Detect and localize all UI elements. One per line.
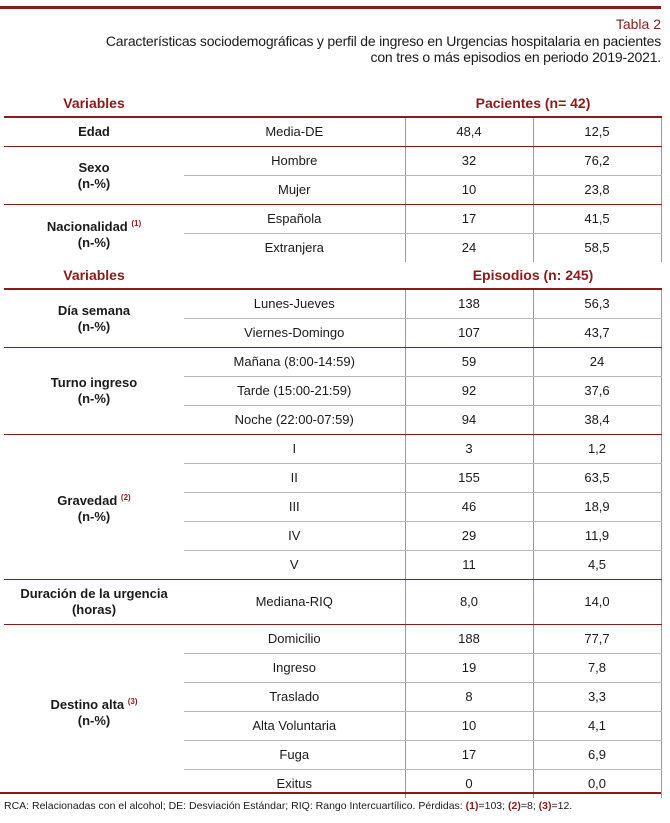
category-cell: Noche (22:00-07:59) bbox=[184, 406, 405, 435]
category-cell: Alta Voluntaria bbox=[184, 712, 405, 741]
value-cell: 17 bbox=[405, 741, 533, 770]
value-cell: 32 bbox=[405, 147, 533, 176]
value-cell: 12,5 bbox=[533, 117, 661, 147]
header-row-patients bbox=[4, 90, 661, 117]
value-cell: 4,5 bbox=[533, 551, 661, 580]
value-cell: 0 bbox=[405, 770, 533, 799]
value-cell: 8 bbox=[405, 683, 533, 712]
category-cell: Domicilio bbox=[184, 625, 405, 654]
category-cell: II bbox=[184, 464, 405, 493]
value-cell: 19 bbox=[405, 654, 533, 683]
value-cell: 46 bbox=[405, 493, 533, 522]
footnote-value-3: =12. bbox=[551, 800, 573, 812]
value-cell: 4,1 bbox=[533, 712, 661, 741]
value-cell: 24 bbox=[533, 348, 661, 377]
value-cell: 58,5 bbox=[533, 234, 661, 263]
table-row bbox=[4, 205, 661, 234]
value-cell: 10 bbox=[405, 176, 533, 205]
category-cell: I bbox=[184, 435, 405, 464]
value-cell: 94 bbox=[405, 406, 533, 435]
table-number: Tabla 2 bbox=[615, 16, 661, 32]
header-episodes-title: Episodios (n: 245) bbox=[405, 262, 661, 289]
footnote-value-2: =8; bbox=[520, 800, 539, 812]
var-label-turno: Turno ingreso (n-%) bbox=[4, 348, 184, 435]
header-patients-title: Pacientes (n= 42) bbox=[405, 90, 661, 117]
table-caption bbox=[21, 33, 661, 65]
value-cell: 24 bbox=[405, 234, 533, 263]
table-row bbox=[4, 117, 661, 147]
table-row bbox=[4, 147, 661, 176]
value-cell: 37,6 bbox=[533, 377, 661, 406]
value-cell: 11,9 bbox=[533, 522, 661, 551]
value-cell: 138 bbox=[405, 289, 533, 319]
value-cell: 41,5 bbox=[533, 205, 661, 234]
category-cell: V bbox=[184, 551, 405, 580]
category-cell: Española bbox=[184, 205, 405, 234]
value-cell: 43,7 bbox=[533, 319, 661, 348]
category-cell: III bbox=[184, 493, 405, 522]
value-cell: 188 bbox=[405, 625, 533, 654]
category-cell: Mañana (8:00-14:59) bbox=[184, 348, 405, 377]
value-cell: 92 bbox=[405, 377, 533, 406]
category-cell: Tarde (15:00-21:59) bbox=[184, 377, 405, 406]
category-cell: Ingreso bbox=[184, 654, 405, 683]
value-cell: 29 bbox=[405, 522, 533, 551]
value-cell: 77,7 bbox=[533, 625, 661, 654]
category-cell: Mediana-RIQ bbox=[184, 580, 405, 625]
category-cell: Media-DE bbox=[184, 117, 405, 147]
value-cell: 23,8 bbox=[533, 176, 661, 205]
footnote-ref-3: (3) bbox=[538, 800, 552, 812]
var-label-duracion: Duración de la urgencia (horas) bbox=[4, 580, 184, 625]
value-cell: 14,0 bbox=[533, 580, 661, 625]
value-cell: 8,0 bbox=[405, 580, 533, 625]
value-cell: 10 bbox=[405, 712, 533, 741]
var-label-gravedad: Gravedad $^{(2)}$ (n-%) bbox=[4, 435, 184, 580]
category-cell: Lunes-Jueves bbox=[184, 289, 405, 319]
category-cell: Exitus bbox=[276, 776, 312, 791]
header-row-episodes bbox=[4, 262, 661, 289]
value-cell: 3,3 bbox=[533, 683, 661, 712]
footnote-ref-2: (2) bbox=[508, 800, 521, 812]
table-row bbox=[4, 289, 661, 319]
bottom-rule bbox=[0, 792, 661, 794]
var-label-dia-semana: Día semana (n-%) bbox=[4, 289, 184, 348]
footnote-value-1: =103; bbox=[478, 800, 508, 812]
table-row bbox=[4, 625, 661, 654]
value-cell: 56,3 bbox=[533, 289, 661, 319]
value-cell: 18,9 bbox=[533, 493, 661, 522]
value-cell: 7,8 bbox=[533, 654, 661, 683]
value-cell: 0,0 bbox=[533, 770, 661, 799]
footnote-ref-1: (1) bbox=[465, 800, 479, 812]
value-cell: 155 bbox=[405, 464, 533, 493]
value-cell: 107 bbox=[405, 319, 533, 348]
caption-line-2: con tres o más episodios en periodo 2019-2021. bbox=[370, 49, 661, 65]
category-cell: Traslado bbox=[184, 683, 405, 712]
data-table bbox=[4, 90, 662, 798]
value-cell: 63,5 bbox=[533, 464, 661, 493]
footnote-text: RCA: Relacionadas con el alcohol; DE: Desviación Estándar; RIQ: Rango Intercuartílico. Pérdidas: bbox=[4, 800, 466, 812]
var-label-sexo: Sexo (n-%) bbox=[4, 147, 184, 205]
value-cell: 17 bbox=[405, 205, 533, 234]
header-variables: Variables bbox=[4, 90, 184, 117]
value-cell: 3 bbox=[405, 435, 533, 464]
category-cell: Hombre bbox=[184, 147, 405, 176]
category-cell: Extranjera bbox=[264, 240, 324, 255]
table-row bbox=[4, 348, 661, 377]
category-cell: IV bbox=[184, 522, 405, 551]
table-row bbox=[4, 435, 661, 464]
category-cell: Fuga bbox=[184, 741, 405, 770]
category-cell: Viernes-Domingo bbox=[184, 319, 405, 348]
value-cell: 59 bbox=[405, 348, 533, 377]
value-cell: 6,9 bbox=[533, 741, 661, 770]
footnote bbox=[4, 800, 572, 812]
value-cell: 11 bbox=[405, 551, 533, 580]
top-rule bbox=[0, 6, 661, 9]
category-cell: Mujer bbox=[184, 176, 405, 205]
header-variables: Variables bbox=[4, 262, 184, 289]
var-label-edad: Edad bbox=[4, 117, 184, 147]
var-label-nacionalidad: Nacionalidad $^{(1)}$ (n-%) bbox=[46, 219, 142, 250]
value-cell: 76,2 bbox=[533, 147, 661, 176]
value-cell: 38,4 bbox=[533, 406, 661, 435]
caption-line-1: Características sociodemográficas y perfil de ingreso en Urgencias hospitalaria en pacientes bbox=[105, 33, 661, 49]
value-cell: 1,2 bbox=[533, 435, 661, 464]
value-cell: 48,4 bbox=[405, 117, 533, 147]
var-label-destino: Destino alta $^{(3)}$ (n-%) bbox=[50, 697, 138, 728]
table-row bbox=[4, 580, 661, 625]
